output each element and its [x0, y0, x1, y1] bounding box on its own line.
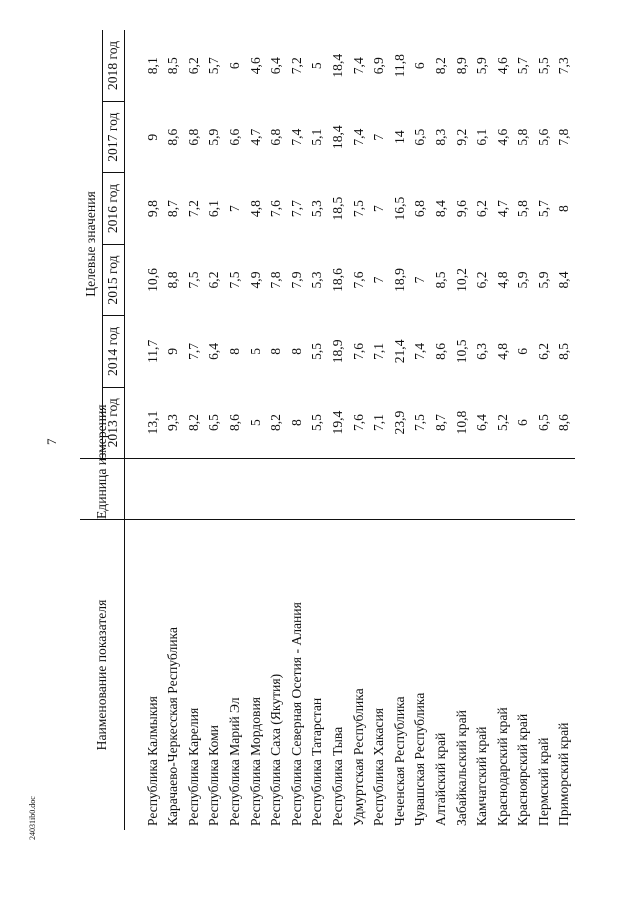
- value-cell: 6: [515, 348, 531, 355]
- value-cell: 6,8: [268, 128, 284, 146]
- value-cell: 6,2: [535, 342, 551, 360]
- unit-cell: [431, 459, 452, 520]
- header-indicator-name: Наименование показателя: [80, 520, 124, 831]
- value-cell: 8: [288, 419, 304, 426]
- unit-cell: [163, 459, 184, 520]
- value-cell: 4,6: [247, 57, 263, 75]
- table-row: [554, 30, 575, 830]
- value-cell: 7,7: [288, 200, 304, 218]
- value-cell: 6,5: [412, 128, 428, 146]
- value-cell: 6,8: [185, 128, 201, 146]
- value-cell: 5,7: [206, 57, 222, 75]
- value-cell: 6,9: [371, 57, 387, 75]
- value-cell: 9,6: [453, 200, 469, 218]
- unit-cell: [410, 459, 431, 520]
- unit-cell: [225, 459, 246, 520]
- region-name: Пермский край: [534, 520, 555, 831]
- value-cell: 4,7: [247, 128, 263, 146]
- value-cell: 19,4: [329, 410, 345, 435]
- value-cell: 10,5: [453, 339, 469, 364]
- unit-cell: [369, 459, 390, 520]
- value-cell: 8,2: [268, 414, 284, 432]
- region-name: Удмуртская Республика: [349, 520, 370, 831]
- value-cell: 6: [412, 62, 428, 70]
- table-row: [410, 30, 431, 830]
- value-cell: 8,4: [556, 271, 572, 289]
- value-cell: 8,3: [432, 128, 448, 146]
- value-cell: 8,2: [432, 57, 448, 75]
- value-cell: 14: [391, 130, 407, 144]
- value-cell: 18,5: [329, 196, 345, 221]
- region-name: Алтайский край: [431, 520, 452, 831]
- value-cell: 5,5: [535, 57, 551, 75]
- value-cell: 9: [144, 133, 160, 141]
- value-cell: 9,3: [165, 414, 181, 432]
- value-cell: 7,2: [185, 200, 201, 218]
- region-name: Забайкальский край: [452, 520, 473, 831]
- unit-cell: [287, 459, 308, 520]
- value-cell: 7,5: [226, 271, 242, 289]
- value-cell: 6: [515, 419, 531, 426]
- table-row: [287, 30, 308, 830]
- value-cell: 8,4: [432, 200, 448, 218]
- value-cell: 7,3: [556, 57, 572, 75]
- value-cell: 7,6: [350, 342, 366, 360]
- value-cell: 8,2: [185, 414, 201, 432]
- table-row: [472, 30, 493, 830]
- unit-cell: [390, 459, 411, 520]
- table-row: [163, 30, 184, 830]
- value-cell: 21,4: [391, 339, 407, 364]
- region-name: Краснодарский край: [493, 520, 514, 831]
- unit-cell: [204, 459, 225, 520]
- table-row: [246, 30, 267, 830]
- unit-cell: [534, 459, 555, 520]
- value-cell: 8,7: [165, 200, 181, 218]
- value-cell: 6,4: [474, 414, 490, 432]
- value-cell: 9: [165, 348, 181, 355]
- table-row: [266, 30, 287, 830]
- region-name: Чувашская Республика: [410, 520, 431, 831]
- unit-cell: [452, 459, 473, 520]
- unit-cell: [266, 459, 287, 520]
- table-row: [307, 30, 328, 830]
- region-name: Республика Калмыкия: [143, 520, 164, 831]
- value-cell: 5,3: [309, 271, 325, 289]
- region-name: Красноярский край: [513, 520, 534, 831]
- unit-cell: [472, 459, 493, 520]
- header-year: 2014 год: [103, 316, 125, 387]
- header-target-values: Целевые значения: [80, 30, 103, 459]
- value-cell: 4,8: [494, 271, 510, 289]
- value-cell: 7,1: [371, 342, 387, 360]
- table-row: [349, 30, 370, 830]
- value-cell: 7,5: [185, 271, 201, 289]
- value-cell: 16,5: [391, 196, 407, 221]
- unit-cell: [184, 459, 205, 520]
- header-year: 2018 год: [103, 30, 125, 101]
- page-number: 7: [44, 438, 59, 445]
- value-cell: 18,4: [329, 53, 345, 78]
- value-cell: 7,4: [350, 57, 366, 75]
- value-cell: 7,4: [350, 128, 366, 146]
- header-year: 2015 год: [103, 244, 125, 315]
- table-row: [493, 30, 514, 830]
- table-body: [124, 30, 575, 830]
- value-cell: 7,1: [371, 414, 387, 432]
- value-cell: 10,8: [453, 410, 469, 435]
- value-cell: 5,9: [206, 128, 222, 146]
- value-cell: 8,6: [556, 414, 572, 432]
- value-cell: 7,7: [185, 342, 201, 360]
- value-cell: 5,9: [535, 271, 551, 289]
- value-cell: 5: [247, 348, 263, 355]
- value-cell: 11,7: [144, 339, 160, 364]
- value-cell: 5: [309, 62, 325, 70]
- table-row: [225, 30, 246, 830]
- table-row: [534, 30, 555, 830]
- value-cell: 5,5: [309, 342, 325, 360]
- region-name: Республика Татарстан: [307, 520, 328, 831]
- value-cell: 7: [371, 205, 387, 212]
- value-cell: 7,4: [288, 128, 304, 146]
- value-cell: 18,6: [329, 268, 345, 292]
- region-name: Республика Северная Осетия - Алания: [287, 520, 308, 831]
- target-values-table: [80, 30, 575, 830]
- value-cell: 6,1: [206, 200, 222, 218]
- value-cell: 8,5: [556, 342, 572, 360]
- rotated-table-container: [80, 30, 585, 830]
- header-unit: Единица измерения: [80, 459, 124, 520]
- region-name: Республика Саха (Якутия): [266, 520, 287, 831]
- value-cell: 7,6: [350, 271, 366, 289]
- value-cell: 10,2: [453, 268, 469, 292]
- value-cell: 8,7: [432, 414, 448, 432]
- header-year: 2013 год: [103, 387, 125, 458]
- region-name: Республика Марий Эл: [225, 520, 246, 831]
- value-cell: 13,1: [144, 410, 160, 435]
- value-cell: 8,5: [165, 57, 181, 75]
- value-cell: 4,8: [247, 200, 263, 218]
- value-cell: 4,6: [494, 128, 510, 146]
- value-cell: 6,1: [474, 128, 490, 146]
- document-id: 24031ib0.doc: [28, 796, 37, 840]
- value-cell: 7,2: [288, 57, 304, 75]
- value-cell: 6,2: [206, 271, 222, 289]
- value-cell: 6,5: [206, 414, 222, 432]
- value-cell: 4,8: [494, 342, 510, 360]
- value-cell: 5,6: [535, 128, 551, 146]
- table-row: [452, 30, 473, 830]
- value-cell: 8,6: [226, 414, 242, 432]
- value-cell: 6,2: [474, 200, 490, 218]
- value-cell: 23,9: [391, 410, 407, 435]
- value-cell: 18,9: [329, 339, 345, 364]
- value-cell: 6,5: [535, 414, 551, 432]
- value-cell: 8,1: [144, 57, 160, 75]
- table-spacer-row: [124, 30, 143, 830]
- value-cell: 6,4: [206, 342, 222, 360]
- value-cell: 7,6: [350, 414, 366, 432]
- value-cell: 8,6: [165, 128, 181, 146]
- value-cell: 7: [371, 133, 387, 141]
- value-cell: 5,7: [515, 57, 531, 75]
- unit-cell: [554, 459, 575, 520]
- table-row: [513, 30, 534, 830]
- value-cell: 8,5: [432, 271, 448, 289]
- table-row: [184, 30, 205, 830]
- value-cell: 5,3: [309, 200, 325, 218]
- value-cell: 8: [288, 348, 304, 355]
- unit-cell: [143, 459, 164, 520]
- region-name: Карачаево-Черкесская Республика: [163, 520, 184, 831]
- value-cell: 5,8: [515, 128, 531, 146]
- value-cell: 7,8: [556, 128, 572, 146]
- header-year: 2016 год: [103, 173, 125, 244]
- value-cell: 7,9: [288, 271, 304, 289]
- table-row: [390, 30, 411, 830]
- value-cell: 4,6: [494, 57, 510, 75]
- value-cell: 10,6: [144, 268, 160, 292]
- value-cell: 6,2: [474, 271, 490, 289]
- value-cell: 8,6: [432, 342, 448, 360]
- value-cell: 5,9: [474, 57, 490, 75]
- value-cell: 11,8: [391, 54, 407, 78]
- value-cell: 8,8: [165, 271, 181, 289]
- value-cell: 6,3: [474, 342, 490, 360]
- unit-cell: [246, 459, 267, 520]
- value-cell: 6,4: [268, 57, 284, 75]
- value-cell: 9,2: [453, 128, 469, 146]
- value-cell: 5,8: [515, 200, 531, 218]
- value-cell: 8: [226, 348, 242, 355]
- region-name: Камчатский край: [472, 520, 493, 831]
- value-cell: 6,8: [412, 200, 428, 218]
- value-cell: 5,9: [515, 271, 531, 289]
- value-cell: 7: [412, 276, 428, 284]
- region-name: Республика Карелия: [184, 520, 205, 831]
- value-cell: 4,9: [247, 271, 263, 289]
- region-name: Приморский край: [554, 520, 575, 831]
- region-name: Республика Мордовия: [246, 520, 267, 831]
- value-cell: 8,9: [453, 57, 469, 75]
- table-row: [204, 30, 225, 830]
- table-row: [143, 30, 164, 830]
- unit-cell: [349, 459, 370, 520]
- unit-cell: [513, 459, 534, 520]
- value-cell: 7,5: [412, 414, 428, 432]
- value-cell: 7,4: [412, 342, 428, 360]
- unit-cell: [493, 459, 514, 520]
- value-cell: 7,6: [268, 200, 284, 218]
- value-cell: 6,2: [185, 57, 201, 75]
- value-cell: 7: [226, 205, 242, 212]
- value-cell: 5,5: [309, 414, 325, 432]
- value-cell: 7: [371, 276, 387, 284]
- region-name: Республика Тыва: [328, 520, 349, 831]
- table-row: [328, 30, 349, 830]
- value-cell: 8: [556, 205, 572, 212]
- region-name: Чеченская Республика: [390, 520, 411, 831]
- region-name: Республика Коми: [204, 520, 225, 831]
- value-cell: 6: [226, 62, 242, 70]
- value-cell: 9,8: [144, 200, 160, 218]
- table-row: [369, 30, 390, 830]
- value-cell: 18,4: [329, 125, 345, 150]
- value-cell: 7,5: [350, 200, 366, 218]
- value-cell: 18,9: [391, 268, 407, 292]
- value-cell: 5: [247, 419, 263, 426]
- region-name: Республика Хакасия: [369, 520, 390, 831]
- value-cell: 6,6: [226, 128, 242, 146]
- unit-cell: [307, 459, 328, 520]
- value-cell: 7,8: [268, 271, 284, 289]
- value-cell: 4,7: [494, 200, 510, 218]
- value-cell: 5,7: [535, 200, 551, 218]
- header-year: 2017 год: [103, 101, 125, 172]
- value-cell: 8: [268, 348, 284, 355]
- value-cell: 5,1: [309, 128, 325, 146]
- table-row: [431, 30, 452, 830]
- value-cell: 5,2: [494, 414, 510, 432]
- unit-cell: [328, 459, 349, 520]
